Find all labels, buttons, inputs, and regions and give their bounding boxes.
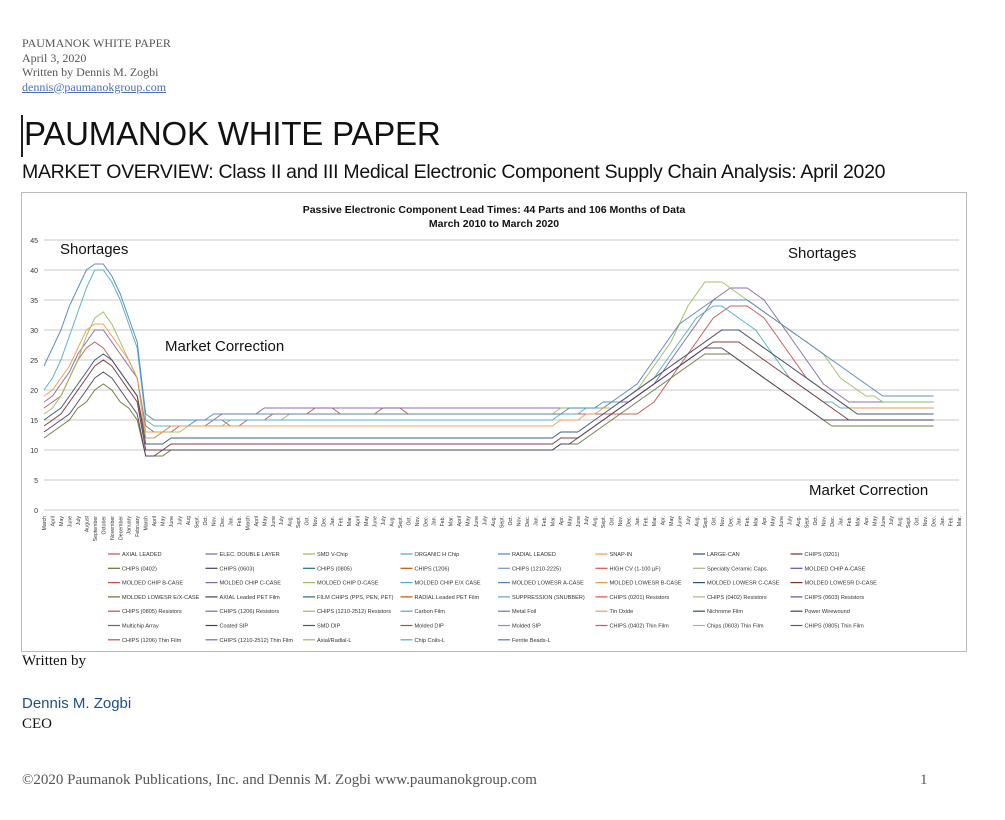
x-tick-label: Oct. [711,516,718,526]
legend-label: MOLDED LOWESR C-CASE [707,580,780,587]
legend-label: MOLDED CHIP A-CASE [804,566,866,573]
legend-label: Carbon Film [414,609,445,616]
x-tick-label: June [270,516,277,528]
x-tick-label: Nov. [313,516,320,527]
x-tick-label: Nov. [618,516,625,527]
x-tick-label: Jan. [228,516,235,526]
x-tick-label: Mar. [753,516,760,527]
legend-label: MOLDED CHIP D-CASE [317,580,379,587]
lead-time-chart [21,192,967,652]
x-tick-label: July [279,516,286,526]
x-tick-label: February [135,516,142,537]
x-tick-label: Oct. [406,516,413,526]
legend-label: CHIPS (1206) Thin Film [122,637,182,644]
x-tick-label: May [872,516,879,526]
legend-label: Ferrite Beads-L [512,637,551,644]
annotation-shortages-left: Shortages [60,241,129,258]
x-tick-label: June [67,516,74,528]
x-tick-label: December [118,516,125,540]
chart-subtitle: March 2010 to March 2020 [428,218,560,230]
x-tick-label: September [92,516,99,542]
legend-label: MOLDED CHIP B-CASE [122,580,184,587]
x-tick-label: April [50,516,57,527]
x-tick-label: Jan. [635,516,642,526]
x-tick-label: Aug. [389,516,396,527]
legend-label: Multichip Array [122,623,159,630]
x-tick-label: Nov. [516,516,523,527]
chart-legend [108,552,877,644]
page-footer: ©2020 Paumanok Publications, Inc. and Dennis M. Zogbi www.paumanokgroup.com [22,772,537,788]
legend-label: SUPPRESSION (SNUBBER) [512,594,585,601]
x-tick-label: Feb. [440,516,447,527]
y-tick-label: 45 [30,238,38,245]
legend-label: CHIPS (0402) Thin Film [609,623,669,630]
y-tick-label: 10 [30,448,38,455]
x-tick-label: Jan. [533,516,540,526]
legend-label: CHIPS (1206) [414,566,450,573]
y-tick-label: 25 [30,358,38,365]
legend-label: CHIPS (0402) [122,566,157,573]
x-tick-label: Mar. [550,516,557,527]
y-tick-label: 35 [30,298,38,305]
x-tick-label: June [880,516,887,528]
x-tick-label: July [889,516,896,526]
x-tick-label: Dec. [524,516,531,527]
legend-label: CHIPS (0603) [219,566,255,573]
x-tick-label: Feb. [745,516,752,527]
x-tick-label: Jan. [431,516,438,526]
x-tick-label: Dec. [626,516,633,527]
legend-label: Coated SIP [219,623,249,630]
x-tick-label: Mar. [347,516,353,527]
x-tick-label: Feb. [643,516,650,527]
legend-label: ORGANIC H Chip [414,552,460,558]
legend-label: MOLDED CHIP C-CASE [219,580,281,587]
x-tick-label: Mar. [855,516,862,527]
x-axis-ticks [42,515,963,541]
x-tick-label: Oct. [609,516,616,526]
x-tick-label: March [143,516,150,531]
x-tick-label: June [169,516,176,528]
author-role: CEO [22,716,52,732]
legend-label: SNAP-IN [609,552,633,558]
x-tick-label: Feb. [948,516,955,527]
legend-label: CHIPS (0805) [317,566,352,573]
x-tick-label: May [160,516,167,526]
legend-label: AXIAL Leaded PET Film [219,594,280,601]
legend-label: CHIPS (1210-2225) [512,566,562,573]
x-tick-label: Sept. [804,516,811,529]
x-tick-label: Feb. [236,516,243,527]
y-tick-label: 0 [34,508,38,515]
legend-label: MOLDED LOWESR D-CASE [804,580,877,587]
x-tick-label: March [42,516,48,531]
x-tick-label: Oct. [914,516,921,526]
x-tick-label: Sept. [194,516,201,529]
chart-title: Passive Electronic Component Lead Times: 44 Parts and 106 Months of Data [302,204,686,216]
x-tick-label: July [380,516,387,526]
y-tick-label: 5 [34,478,38,485]
email-link[interactable]: dennis@paumanokgroup.com [22,79,167,94]
legend-label: CHIPS (0201) Resistors [609,594,670,601]
x-tick-label: Aug. [897,516,904,527]
series-line [44,306,934,438]
x-tick-label: Sept. [601,516,608,529]
legend-label: Axial/Radial-L [317,637,352,644]
x-tick-label: Aug. [796,516,803,527]
x-tick-label: May [465,516,472,526]
y-axis-ticks [30,238,38,515]
x-tick-label: Jan. [838,516,845,526]
x-tick-label: Aug [186,516,193,526]
x-tick-label: Sept. [906,516,913,529]
legend-label: Metal Foil [512,609,537,616]
x-tick-label: Mar. [652,516,658,527]
legend-label: HIGH CV (1-100 µF) [609,566,661,573]
legend-label: CHIPS (0805) Thin Film [804,623,864,630]
x-tick-label: June [677,516,684,528]
text-cursor [21,115,23,157]
document-header [22,36,171,94]
x-tick-label: April [253,516,260,527]
x-tick-label: Dec. [321,516,328,527]
x-tick-label: Jan. [330,516,337,526]
legend-label: SMD DIP [317,623,341,630]
x-tick-label: Dec. [931,516,938,527]
y-tick-label: 40 [30,268,38,275]
x-tick-label: Dec. [423,516,430,527]
x-tick-label: Dec. [829,516,836,527]
x-tick-label: July [584,516,591,526]
chart-canvas [22,193,966,651]
x-tick-label: May [770,516,777,526]
legend-label: Tin Oxide [609,609,634,616]
x-tick-label: July [75,516,82,526]
series-line [44,348,934,456]
legend-label: Specialty Ceramic Caps. [707,566,769,573]
series-line [44,342,934,450]
x-tick-label: Mar. [448,516,455,527]
x-tick-label: Jan. [736,516,743,526]
x-tick-label: June [474,516,481,528]
legend-label: MOLDED CHIP E/X CASE [414,580,481,587]
annotation-market-correction-left: Market Correction [165,338,285,355]
x-tick-label: August [84,516,91,533]
x-tick-label: April [355,516,362,527]
x-tick-label: November [109,516,116,540]
header-author: Written by Dennis M. Zogbi [22,65,159,79]
legend-label: FILM CHIPS (PPS, PEN, PET) [317,594,394,601]
x-tick-label: Nov. [211,516,218,527]
legend-label: CHIPS (1206) Resistors [219,609,280,616]
x-tick-label: October [101,516,108,535]
page-title: PAUMANOK WHITE PAPER [24,115,441,152]
x-tick-label: Feb. [338,516,345,527]
x-tick-label: Feb. [541,516,548,527]
x-tick-label: Apr. [558,516,565,526]
x-tick-label: June [372,516,379,528]
x-tick-label: Aug. [694,516,701,527]
legend-label: RADIAL Leaded PET Film [414,594,480,601]
legend-label: MOLDED LOWESR A-CASE [512,580,584,587]
legend-label: AXIAL LEADED [122,552,162,558]
legend-label: CHIPS (1210-2512) Resistors [317,609,391,616]
legend-label: Molded SIP [512,623,541,630]
legend-label: LARGE-CAN [707,552,740,558]
x-tick-label: Aug. [287,516,294,527]
x-tick-label: May [567,516,574,526]
legend-label: Nichrome Film [707,609,744,616]
x-tick-label: Sept. [397,516,404,529]
x-tick-label: Oct. [507,516,514,526]
chart-grid [44,240,959,510]
legend-label: SMD V-Chip [317,552,348,558]
y-tick-label: 15 [30,418,38,425]
x-tick-label: Nov. [414,516,421,527]
written-by-label: Written by [22,653,86,669]
x-tick-label: May [58,516,65,526]
x-tick-label: Oct. [202,516,209,526]
x-tick-label: Oct. [812,516,819,526]
x-tick-label: Apr. [863,516,870,526]
x-tick-label: June [779,516,786,528]
legend-label: ELEC. DOUBLE LAYER [219,552,280,558]
x-tick-label: Nov. [719,516,726,527]
legend-label: MOLDED LOWESR B-CASE [609,580,682,587]
x-tick-label: Apr. [660,516,667,526]
author-name: Dennis M. Zogbi [22,695,132,712]
x-tick-label: July [482,516,489,526]
legend-label: Power Wirewound [804,609,850,616]
x-tick-label: Aug. [491,516,498,527]
x-tick-label: Mar. [957,516,963,527]
legend-label: CHIPS (0603) Resistors [804,594,865,601]
legend-label: Chip Coils-L [414,637,445,644]
x-tick-label: June [575,516,582,528]
legend-label: CHIPS (1210-2512) Thin Film [219,637,294,644]
legend-label: CHIPS (0201) [804,552,840,558]
x-tick-label: April [152,516,159,527]
x-tick-label: Apr. [762,516,769,526]
legend-label: MOLDED LOWESR E/X-CASE [122,594,200,601]
x-tick-label: Sept. [296,516,303,529]
header-date: April 3, 2020 [22,50,87,65]
x-tick-label: March [245,516,252,531]
page-subtitle: MARKET OVERVIEW: Class II and III Medical Electronic Component Supply Chain Analysis: April 2020 [22,161,886,183]
x-tick-label: July [787,516,794,526]
x-tick-label: May [363,516,370,526]
legend-label: Chips (0603) Thin Film [707,623,764,630]
x-tick-label: Feb. [846,516,853,527]
legend-label: CHIPS (0805) Resistors [122,609,182,616]
x-tick-label: Sept. [702,516,709,529]
x-tick-label: Aug. [592,516,599,527]
x-tick-label: April [457,516,464,527]
x-tick-label: Oct. [304,516,311,526]
x-tick-label: May [262,516,269,526]
header-line: PAUMANOK WHITE PAPER [22,36,171,50]
x-tick-label: Nov. [923,516,930,527]
annotation-market-correction-right: Market Correction [809,482,929,499]
x-tick-label: May [668,516,675,526]
legend-label: Molded DIP [414,623,444,630]
x-tick-label: Dec. [219,516,226,527]
x-tick-label: Nov. [821,516,828,527]
x-tick-label: January [126,516,133,535]
annotation-shortages-right: Shortages [788,245,857,262]
y-tick-label: 30 [30,328,38,335]
legend-label: CHIPS (0402) Resistors [707,594,767,601]
x-tick-label: Dec. [728,516,735,527]
x-tick-label: July [177,516,184,526]
legend-label: RADIAL LEADED [512,552,556,558]
x-tick-label: Jan. [940,516,947,526]
page-number: 1 [920,772,928,788]
y-tick-label: 20 [30,388,38,395]
x-tick-label: Sept. [499,516,506,529]
x-tick-label: July [685,516,692,526]
